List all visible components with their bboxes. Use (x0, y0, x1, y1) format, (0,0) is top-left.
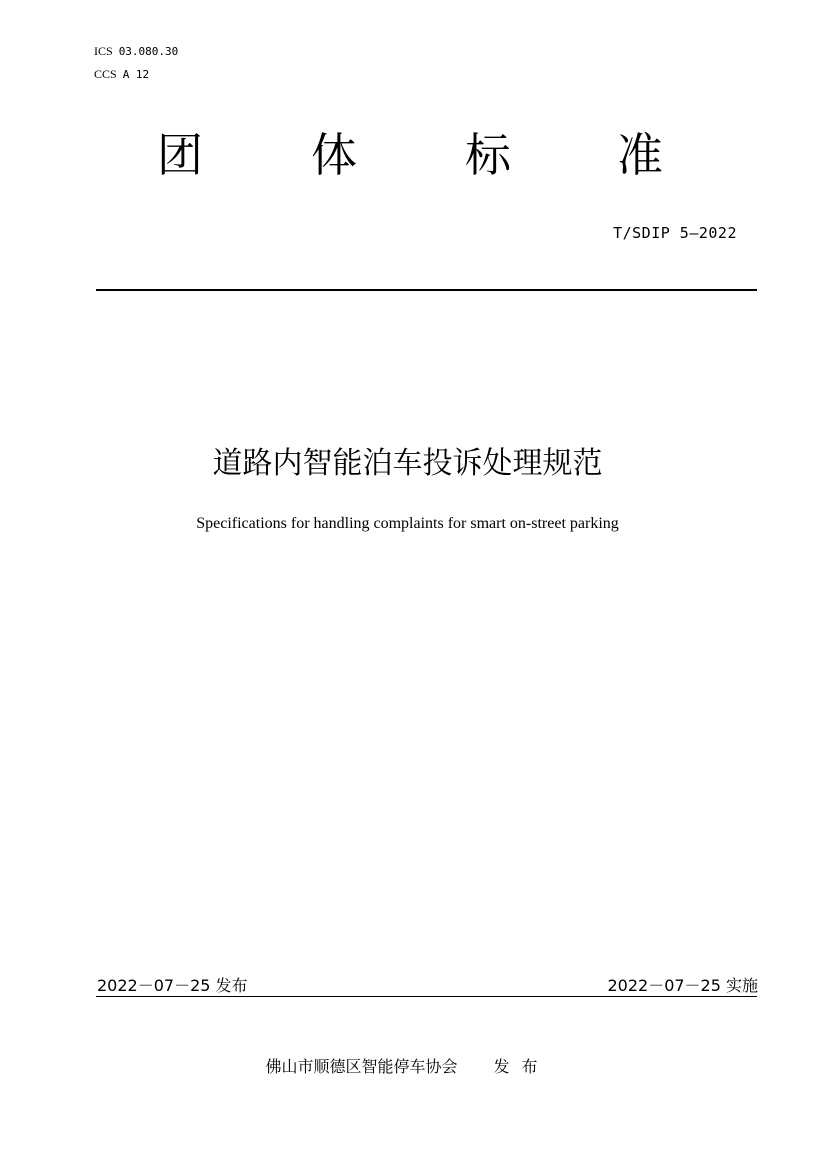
issuer-name: 佛山市顺德区智能停车协会 (265, 1057, 458, 1076)
header-char-3: 标 (465, 128, 511, 182)
document-number: T/SDIP 5—2022 (613, 224, 737, 242)
ccs-label: CCS (94, 67, 117, 81)
footer-divider (96, 996, 757, 997)
title-chinese: 道路内智能泊车投诉处理规范 (212, 446, 603, 481)
issuer-action: 发布 (493, 1057, 550, 1076)
ics-line (94, 40, 178, 63)
ccs-line (94, 63, 178, 86)
title-english: Specifications for handling complaints for smart on-street parking (196, 515, 619, 532)
ics-label: ICS (94, 44, 113, 58)
header-char-4: 准 (617, 128, 663, 182)
header-char-2: 体 (311, 128, 357, 182)
issuer-line (0, 1054, 815, 1077)
ics-code: 03.080.30 (118, 45, 179, 58)
ccs-code: A 12 (122, 68, 150, 81)
classification-block (94, 40, 178, 86)
header-divider (96, 289, 757, 291)
publish-date: 2022－07－25 发布 (97, 976, 248, 995)
header-char-1: 团 (157, 128, 203, 182)
implement-date: 2022－07－25 实施 (607, 976, 758, 995)
